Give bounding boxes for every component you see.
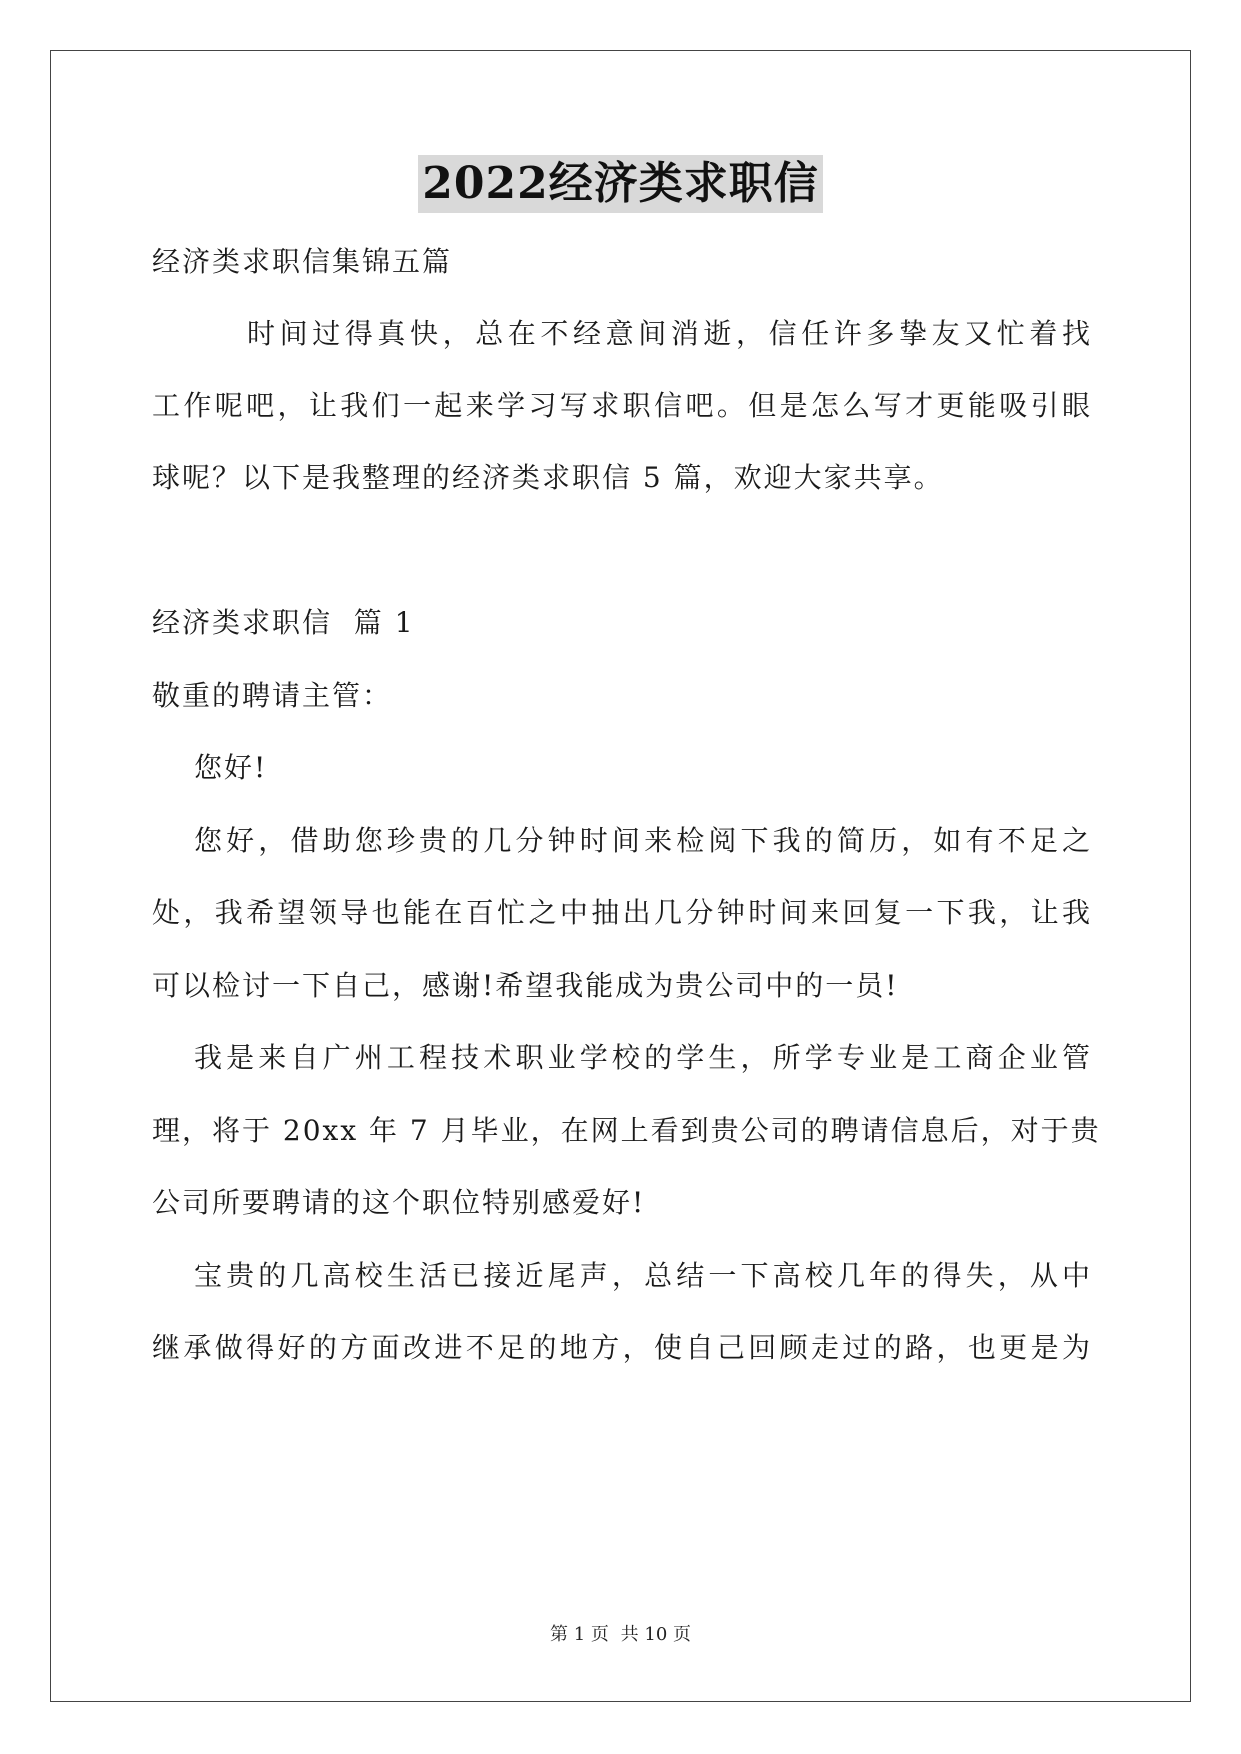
salutation: 敬重的聘请主管： — [152, 679, 393, 712]
section-heading: 经济类求职信 篇 1 — [152, 606, 415, 639]
paragraph2-line-2: 理，将于 20xx 年 7 月毕业，在网上看到贵公司的聘请信息后，对于贵 — [152, 1114, 1101, 1147]
page-border — [50, 50, 1191, 1702]
page-total: 共 10 页 — [620, 1624, 691, 1645]
paragraph1-line-2: 处，我希望领导也能在百忙之中抽出几分钟时间来回复一下我，让我 — [152, 896, 1092, 929]
intro-line-3: 球呢？以下是我整理的经济类求职信 5 篇，欢迎大家共享。 — [152, 461, 944, 494]
paragraph1-line-1: 您好，借助您珍贵的几分钟时间来检阅下我的简历，如有不足之 — [194, 824, 1092, 857]
paragraph3-line-2: 继承做得好的方面改进不足的地方，使自己回顾走过的路，也更是为 — [152, 1331, 1092, 1364]
intro-line-1: 时间过得真快，总在不经意间消逝，信任许多挚友又忙着找 — [247, 317, 1092, 350]
paragraph1-line-3: 可以检讨一下自己，感谢!希望我能成为贵公司中的一员! — [152, 969, 899, 1002]
title-container — [0, 155, 1241, 213]
page-number: 第 1 页 — [550, 1624, 609, 1645]
paragraph2-line-3: 公司所要聘请的这个职位特别感爱好! — [152, 1186, 646, 1219]
intro-line-2: 工作呢吧，让我们一起来学习写求职信吧。但是怎么写才更能吸引眼 — [152, 389, 1092, 422]
page-footer — [0, 1622, 1241, 1648]
document-title: 2022经济类求职信 — [418, 155, 822, 213]
paragraph3-line-1: 宝贵的几高校生活已接近尾声，总结一下高校几年的得失，从中 — [194, 1259, 1092, 1292]
greeting: 您好! — [194, 751, 268, 784]
paragraph2-line-1: 我是来自广州工程技术职业学校的学生，所学专业是工商企业管 — [194, 1041, 1092, 1074]
document-subtitle: 经济类求职信集锦五篇 — [152, 245, 453, 278]
